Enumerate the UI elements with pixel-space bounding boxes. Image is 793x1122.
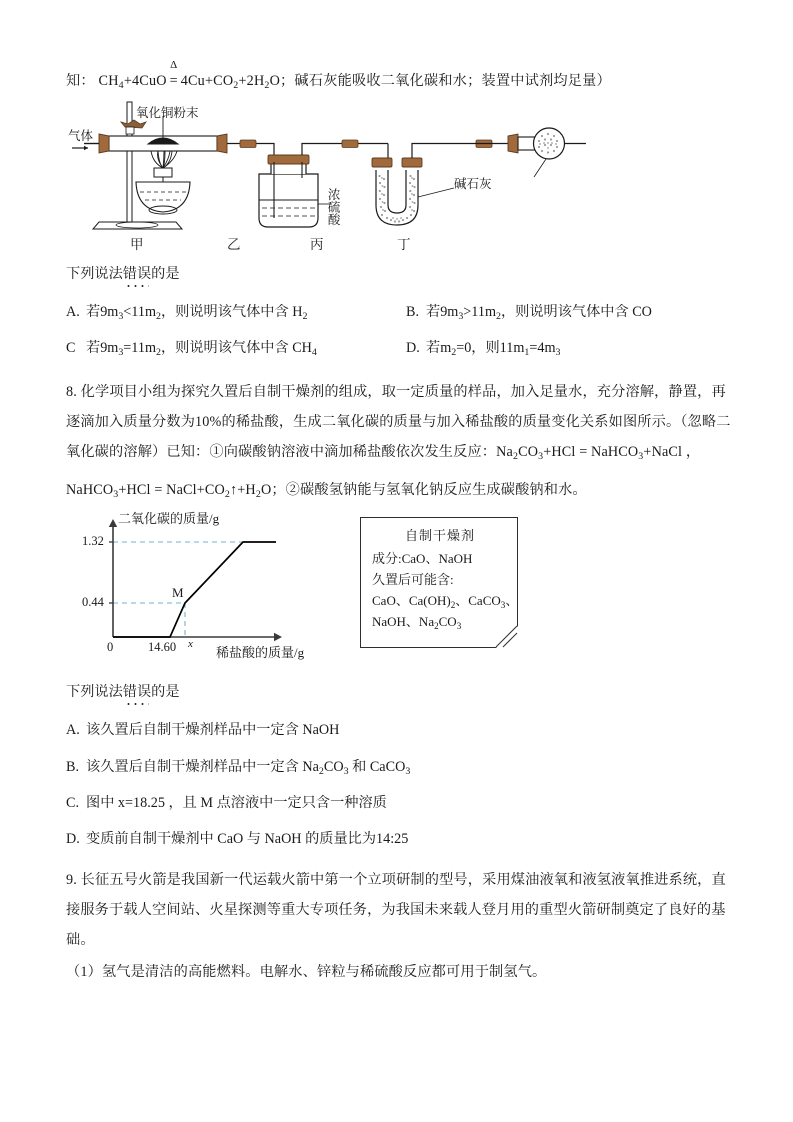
q8-line-2: 逐滴加入质量分数为10%的稀盐酸，生成二氧化碳的质量与加入稀盐酸的质量变化关系如图所示。（忽略二 (66, 413, 731, 430)
chart-y-axis-title: 二氧化碳的质量/g (118, 510, 220, 526)
chart-y-tick-044: 0.44 (82, 594, 104, 609)
eq-condition-stack (167, 59, 181, 96)
q8-option-c-label: C. (66, 794, 80, 811)
q8-eq-1: $Na_2CO_3+HCl$ = NaHCO$_3$+NaCl ， (496, 443, 701, 462)
device-name-bing: 丙 (310, 236, 324, 252)
q7-option-d-label: D. (406, 340, 420, 357)
known-tail: ；碱石灰能吸收二氧化碳和水；装置中试剂均足量） (280, 73, 611, 89)
q8-text-1: 化学项目小组为探究久置后自制干燥剂的组成，取一定质量的样品，加入足量水，充分溶解，静置，再 (80, 383, 726, 400)
eq-right-sub2: 2 (264, 80, 270, 92)
equals-sign: = (169, 73, 178, 89)
note-card-aged-intro: 久置后可能含: (372, 572, 454, 588)
q8-line-4 (66, 475, 738, 505)
q8-option-a[interactable] (66, 712, 738, 748)
q7-stem (66, 260, 738, 288)
q8-stem-suffix: 的是 (151, 683, 180, 700)
chart-origin-label: 0 (107, 639, 114, 654)
gas-inlet-label: 气体 (68, 128, 94, 143)
drying-agent-note-card (360, 517, 518, 648)
q8-text-3: 氧化碳的溶解）已知：①向碳酸钠溶液中滴加稀盐酸依次发生反应： (66, 443, 497, 460)
q7-stem-suffix: 的是 (151, 265, 180, 282)
chart-x-axis-title: 稀盐酸的质量/g (216, 644, 305, 660)
q8-option-a-text: 该久置后自制干燥剂样品中一定含 NaOH (86, 722, 340, 739)
eq-right-tail: O (269, 73, 281, 89)
soda-lime-label: 碱石灰 (454, 176, 492, 191)
q8-option-d-text: 变质前自制干燥剂中 CaO 与 NaOH 的质量比为14:25 (86, 830, 409, 847)
q9-body (66, 865, 738, 987)
chart-x-tick-x: x (188, 637, 193, 650)
q7-option-b-label: B. (406, 304, 420, 321)
q9-subquestion-1: （1）氢气是清洁的高能燃料。电解水、锌粒与稀硫酸反应都可用于制氢气。 (66, 964, 547, 981)
page-content (66, 59, 738, 988)
q7-option-a[interactable]: A. 若$9m_3<11m_2$，则说明该气体中含 $H_2$ (66, 294, 406, 330)
eq-plus1: +4CuO (123, 73, 167, 89)
q8-text-4: ；②碳酸氢钠能与氢氧化钠反应生成碳酸钠和水。 (271, 481, 587, 498)
q8-option-b-label: B. (66, 758, 80, 775)
q8-stem-prefix: 下列说法 (66, 683, 123, 700)
q7-stem-prefix: 下列说法 (66, 265, 123, 282)
q7-option-row-1 (66, 294, 738, 330)
q7-option-a-label: A. (66, 304, 80, 321)
q8-stem (66, 678, 738, 706)
q7-option-c[interactable]: C 若$9m_3=11m_2$，则说明该气体中含 $CH_4$ (66, 330, 406, 366)
chart-y-tick-132: 1.32 (82, 533, 104, 548)
q7-option-c-label: C (66, 340, 76, 357)
q7-option-d[interactable]: D. 若$m_2=0$，则$11m_1=4m_3$ (406, 330, 560, 366)
known-equation-line (66, 59, 738, 96)
q9-number: 9. (66, 872, 77, 889)
eq-left-sub: 4 (118, 80, 124, 92)
eq-plus2: +2H (238, 73, 265, 89)
q9-line-3: 础。 (66, 932, 95, 949)
q8-option-d[interactable] (66, 821, 738, 857)
q9-line-2: 接服务于载人空间站、火星探测等重大专项任务，为我国未来载人登月用的重型火箭研制奠定了良好的基 (66, 902, 726, 919)
chart-point-label-m: M (172, 584, 184, 600)
q7-stem-emphasis: 错误 (122, 265, 152, 282)
eq-right-sub: 2 (233, 80, 239, 92)
note-card-title: 自制干燥剂 (404, 527, 475, 543)
folded-corner-icon (494, 624, 518, 648)
q8-options (66, 712, 738, 857)
q8-option-c-text: 图中 x=18.25 ，且 M 点溶液中一定只含一种溶质 (86, 794, 387, 811)
note-card-possible-1: CaO、$Ca(OH)_2$、CaCO$_3$、 (372, 593, 519, 610)
note-card-composition: 成分:CaO、NaOH (372, 550, 473, 566)
q8-option-d-label: D. (66, 830, 80, 847)
delta-symbol: Δ (170, 59, 178, 71)
chart-series-line (113, 542, 276, 637)
q8-eq-2: NaHCO$_3$+HCl = $NaCl+CO_2↑+H_2O$ (66, 481, 272, 500)
sulfuric-acid-label: 浓硫酸 (326, 187, 341, 226)
known-prefix: 知： (66, 73, 95, 89)
q8-figure-row (66, 511, 738, 676)
q8-option-b[interactable] (66, 749, 738, 785)
chart-x-tick-1460: 14.60 (148, 639, 177, 654)
q9-line-1 (66, 865, 738, 895)
device-name-yi: 乙 (227, 236, 241, 252)
device-name-jia: 甲 (130, 236, 144, 252)
note-card-possible-2: NaOH、$Na_2CO_3$ (372, 614, 462, 632)
q7-option-b[interactable]: B. 若$9m_3>11m_2$，则说明该气体中含 CO (406, 294, 652, 330)
q9-text-1: 长征五号火箭是我国新一代运载火箭中第一个立项研制的型号，采用煤油液氧和液氢液氧推进系统，直 (80, 872, 726, 889)
cuo-powder-label: 氧化铜粉末 (136, 105, 199, 120)
q8-line-3 (66, 437, 738, 467)
apparatus-figure (66, 100, 738, 258)
q8-line-1 (66, 377, 738, 407)
co2-vs-hcl-chart (80, 511, 370, 671)
q8-option-b-text: 该久置后自制干燥剂样品中一定含 $Na_2CO_3$ 和 CaCO$_3$ (86, 758, 411, 777)
q8-stem-emphasis: 错误 (122, 683, 152, 700)
q8-option-c[interactable] (66, 785, 738, 821)
device-name-ding: 丁 (397, 236, 411, 252)
chemical-equation (98, 59, 281, 92)
q8-option-a-label: A. (66, 722, 80, 739)
eq-right: 4Cu+CO (180, 73, 234, 89)
eq-left: CH (98, 73, 119, 89)
q7-option-row-2 (66, 330, 738, 366)
q8-body (66, 377, 738, 505)
q7-options (66, 294, 738, 366)
q8-number: 8. (66, 383, 77, 400)
